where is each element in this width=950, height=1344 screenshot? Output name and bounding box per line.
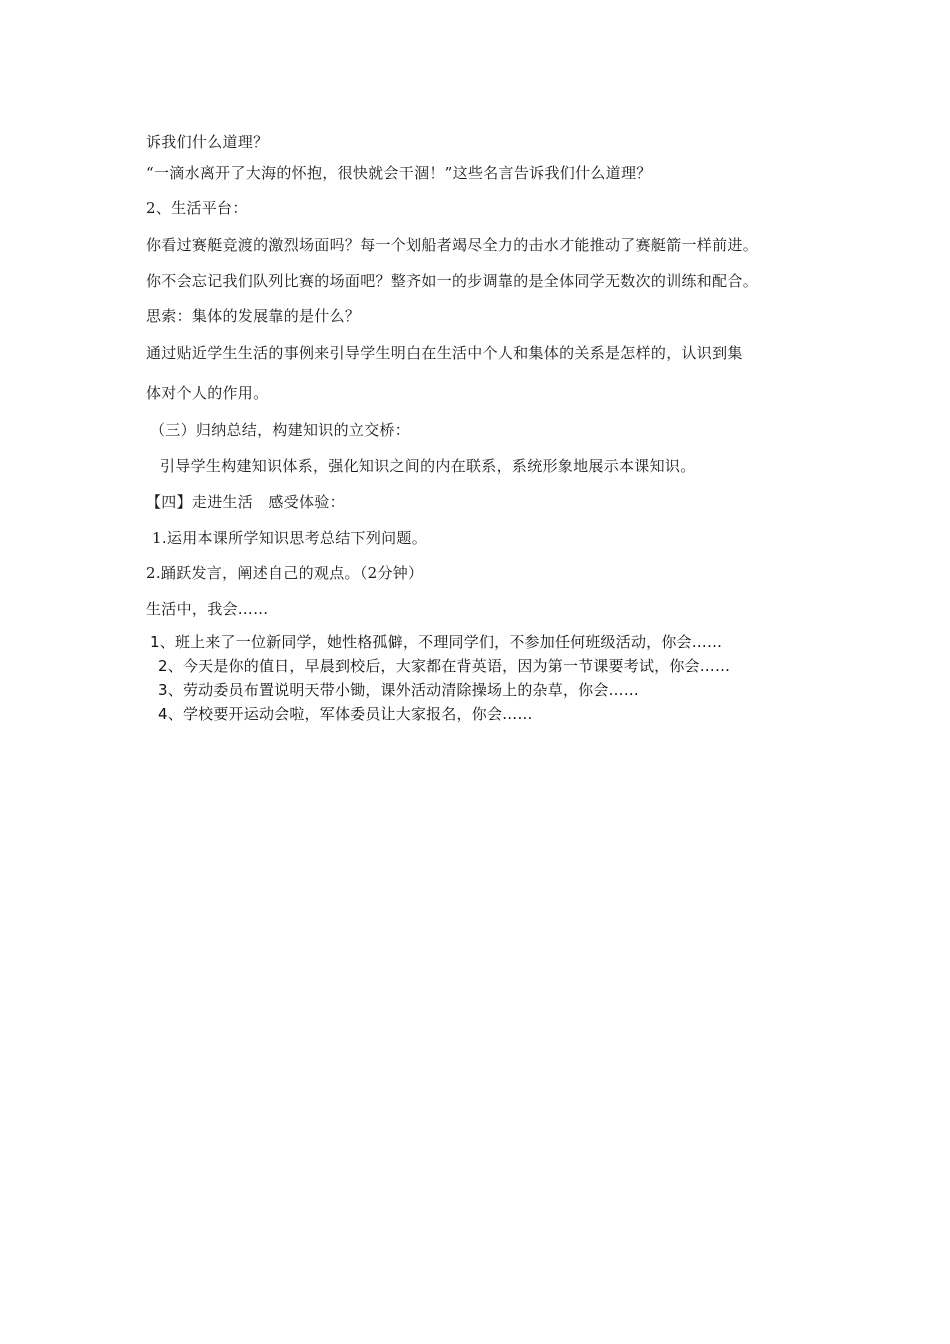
text-line-14: 生活中，我会…… bbox=[146, 600, 269, 618]
text-line-5: 你不会忘记我们队列比赛的场面吧？整齐如一的步调靠的是全体同学无数次的训练和配合。 bbox=[146, 272, 759, 290]
text-line-10: 引导学生构建知识体系，强化知识之间的内在联系，系统形象地展示本课知识。 bbox=[160, 457, 696, 475]
scenario-item-2: 2、今天是你的值日，早晨到校后，大家都在背英语，因为第一节课要考试，你会…… bbox=[158, 657, 731, 675]
section-heading-experience: 【四】走进生活 感受体验： bbox=[146, 493, 345, 511]
text-line-12: 1.运用本课所学知识思考总结下列问题。 bbox=[152, 529, 428, 547]
scenario-item-3: 3、劳动委员布置说明天带小锄，课外活动清除操场上的杂草，你会…… bbox=[158, 681, 639, 699]
text-line-7: 通过贴近学生生活的事例来引导学生明白在生活中个人和集体的关系是怎样的，认识到集 bbox=[146, 344, 743, 362]
scenario-item-1: 1、班上来了一位新同学，她性格孤僻，不理同学们，不参加任何班级活动，你会…… bbox=[150, 633, 723, 651]
text-line-2: “一滴水离开了大海的怀抱，很快就会干涸！”这些名言告诉我们什么道理？ bbox=[146, 164, 652, 182]
scenario-item-4: 4、学校要开运动会啦，军体委员让大家报名，你会…… bbox=[158, 705, 533, 723]
section-heading-summary: （三）归纳总结，构建知识的立交桥： bbox=[150, 421, 411, 439]
text-line-4: 你看过赛艇竞渡的激烈场面吗？每一个划船者竭尽全力的击水才能推动了赛艇箭一样前进。 bbox=[146, 236, 759, 254]
text-line-13: 2.踊跃发言，阐述自己的观点。（2分钟） bbox=[146, 564, 424, 582]
scenario-list bbox=[150, 630, 830, 726]
text-line-1: 诉我们什么道理？ bbox=[146, 133, 269, 151]
text-line-6: 思索：集体的发展靠的是什么？ bbox=[146, 307, 361, 325]
text-line-8: 体对个人的作用。 bbox=[146, 384, 269, 402]
section-heading-life-platform: 2、生活平台： bbox=[146, 199, 248, 217]
